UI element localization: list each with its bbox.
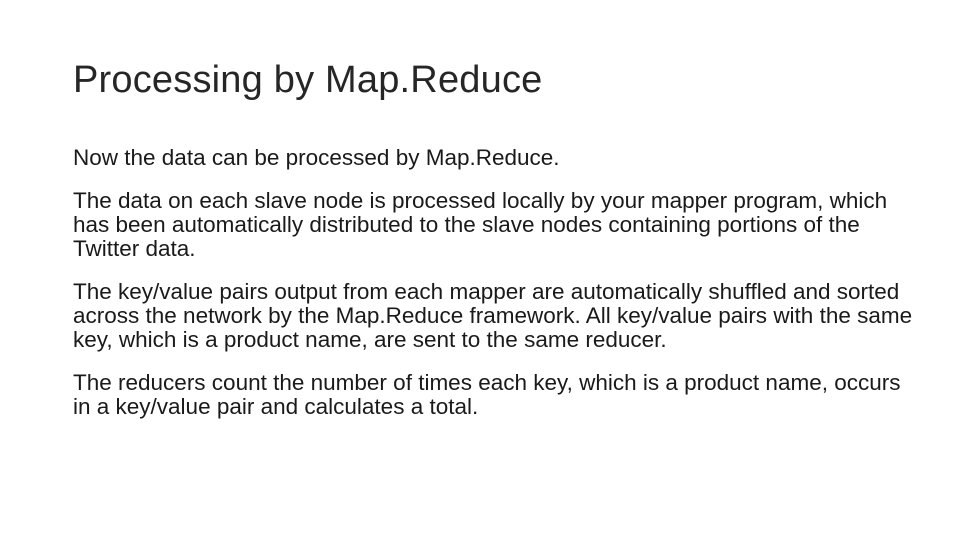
slide-body [73,146,913,438]
paragraph-shuffle: The key/value pairs output from each mapper are automatically shuffled and sorted across the network by the Map.Reduce framework. All key/value pairs with the same key, which is a product name, are sent to the same reducer. [73,279,913,352]
slide-title: Processing by Map.Reduce [73,59,543,101]
paragraph-intro: Now the data can be processed by Map.Reduce. [73,145,560,170]
paragraph-mapper: The data on each slave node is processed locally by your mapper program, which has been automatically distributed to the slave nodes containing portions of the Twitter data. [73,188,888,261]
paragraph-reducer: The reducers count the number of times each key, which is a product name, occurs in a key/value pair and calculates a total. [73,370,901,419]
